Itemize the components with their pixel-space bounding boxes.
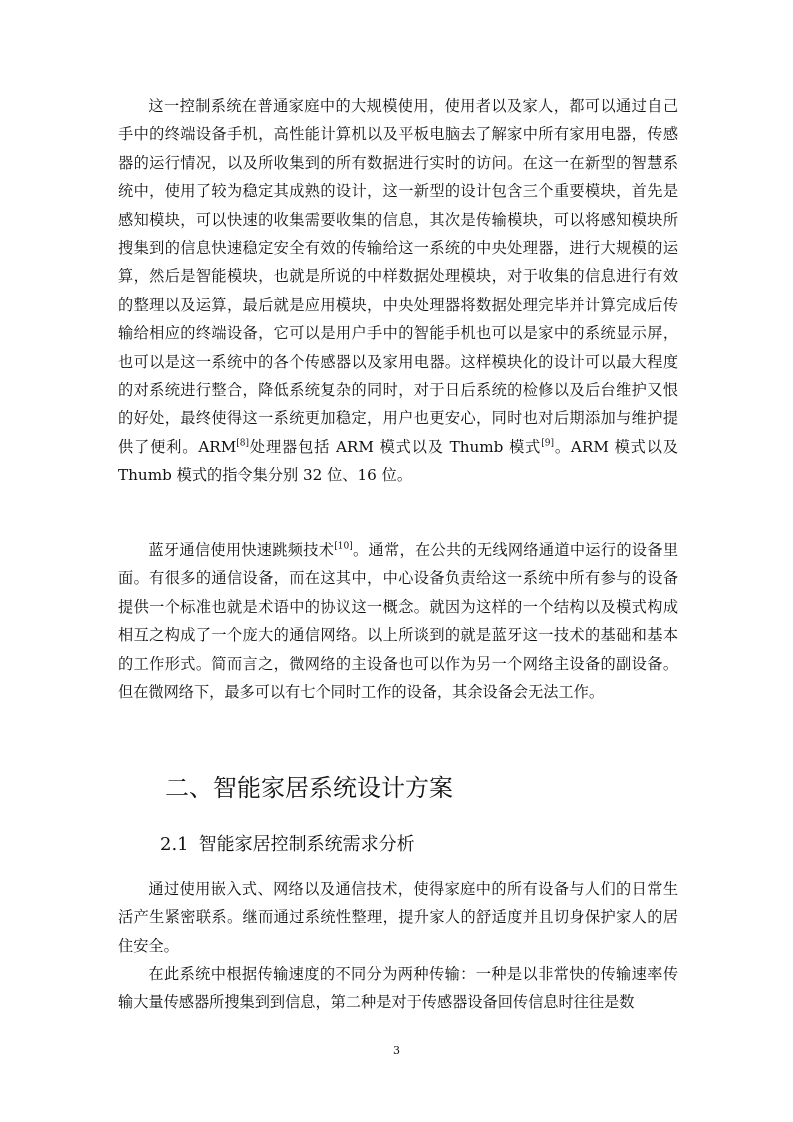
citation-ref: [9] xyxy=(541,438,554,449)
paragraph-system-overview xyxy=(118,92,678,490)
chapter-heading: 二、智能家居系统设计方案 xyxy=(165,774,453,802)
page-number: 3 xyxy=(393,1044,400,1057)
paragraph-text: 。通常，在公共的无线网络通道中运行的设备里面。有很多的通信设备，而在这其中，中心设备负责给这一系统中所有参与的设备提供一个标准也就是术语中的协议这一概念。就因为这样的一个结构以及模式构成相互之构成了一个庞大的通信网络。以上所谈到的就是蓝牙这一技术的基础和基本的工作形式。简而言之，微网络的主设备也可以作为另一个网络主设备的副设备。但在微网络下，最多可以有七个同时工作的设备，其余设备会无法工作。 xyxy=(118,541,679,702)
paragraph-text: 。ARM 模式以及 Thumb 模式的指令集分别 32 位、16 位。 xyxy=(118,437,678,485)
paragraph-text: 这一控制系统在普通家庭中的大规模使用，使用者以及家人，都可以通过自己手中的终端设备手机，高性能计算机以及平板电脑去了解家中所有家用电器，传感器的运行情况，以及所收集到的所有数据进行实时的访问。在这一在新型的智慧系统中，使用了较为稳定其成熟的设计，这一新型的设计包含三个重要模块，首先是感知模块，可以快速的收集需要收集的信息，其次是传输模块，可以将感知模块所搜集到的信息快速稳定安全有效的传输给这一系统的中央处理器，进行大规模的运算，然后是智能模块，也就是所说的中样数据处理模块，对于收集的信息进行有效的整理以及运算，最后就是应用模块，中央处理器将数据处理完毕并计算完成后传输给相应的终端设备，它可以是用户手中的智能手机也可以是家中的系统显示屏，也可以是这一系统中的各个传感器以及家用电器。这样模块化的设计可以最大程度的对系统进行整合，降低系统复杂的同时，对于日后系统的检修以及后台维护又恨的好处，最终使得这一系统更加稳定，用户也更安心，同时也对后期添加与维护提供了便利。ARM xyxy=(118,97,678,456)
paragraph-transmission: 在此系统中根据传输速度的不同分为两种传输：一种是以非常快的传输速率传输大量传感器所搜集到到信息，第二种是对于传感器设备回传信息时往往是数 xyxy=(118,965,678,1012)
section-number: 2.1 xyxy=(160,834,189,855)
citation-ref: [10] xyxy=(334,541,353,552)
section-title: 智能家居控制系统需求分析 xyxy=(198,834,415,855)
paragraph-bluetooth xyxy=(118,536,678,706)
paragraph-text: 处理器包括 ARM 模式以及 Thumb 模式 xyxy=(249,437,542,456)
citation-ref: [8] xyxy=(236,438,250,449)
paragraph-text: 蓝牙通信使用快速跳频技术 xyxy=(148,541,335,559)
paragraph-requirements: 通过使用嵌入式、网络以及通信技术，使得家庭中的所有设备与人们的日常生活产生紧密联系。继而通过系统性整理，提升家人的舒适度并且切身保护家人的居住安全。 xyxy=(118,880,678,955)
section-heading xyxy=(160,830,415,860)
